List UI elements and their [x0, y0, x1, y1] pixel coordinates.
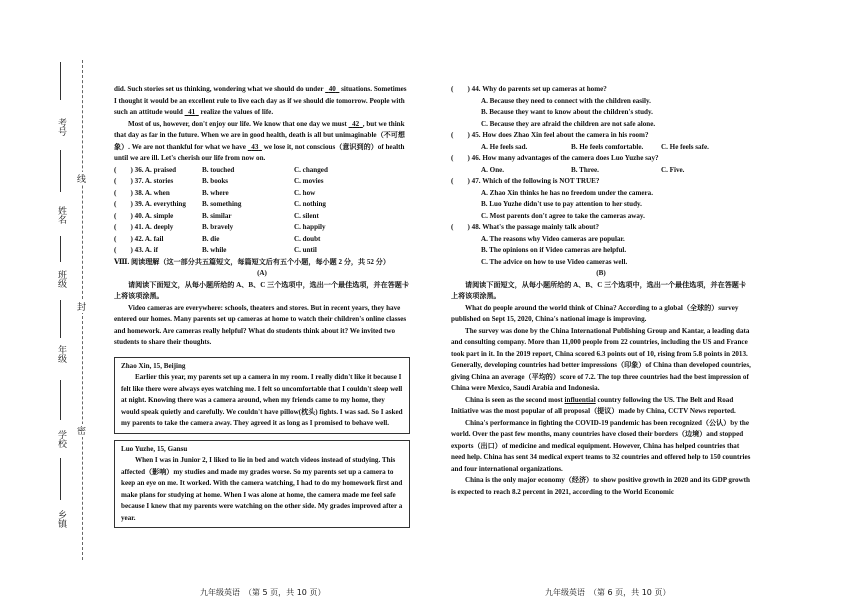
cloze-paragraph-1: did. Such stories set us thinking, wondering what we should do under 40 situations. Sometimes I thought it would be an excellent rule to live each day as if we should die tomorrow. People with such an attitude would 41 realize the values of life.: [114, 85, 407, 116]
exam-no-line: [60, 62, 61, 100]
label-exam-number: 考号: [56, 118, 66, 136]
page-6-footer: 九年级英语 （第 6 页，共 10 页）: [545, 588, 671, 597]
luo-yuzhe-box: [114, 440, 410, 529]
underlined-word: influential: [564, 395, 596, 404]
blank-41: 41: [188, 108, 196, 116]
label-town: 乡镇: [56, 510, 66, 528]
option-row: ( ) 42. A. fail B. die C. doubt: [114, 234, 321, 243]
choice-row: A. One. B. Three. C. Five.: [481, 165, 685, 174]
question-45: ( ) 45. How does Zhao Xin feel about the camera in his room?: [451, 131, 649, 139]
question-44: ( ) 44. Why do parents set up cameras at home?: [451, 85, 607, 93]
cloze-paragraph-2: Most of us, however, don't enjoy our life. We know that one day we must 42 , but we think that day as far in the future. When we are in good health, death is all but unimaginable（不可想象）. We are not thankful for what we have 43 we lose it, not conscious（意识到的）of health until we are ill. Let's cherish our life from now on.: [114, 119, 405, 162]
part-b-title: (B): [596, 269, 606, 277]
page-6-column: [451, 84, 751, 498]
passage-b-paragraph: The survey was done by the China International Publishing Group and Kantar, a leading data and consulting company. More than 11,000 people from 22 countries, including the US and France took part in it. In the 2019 report, China scored 6.3 points out of 10, rising from 5.8 points in 2013. Generally, developing countries had better impressions（印象）of China than developed countries, giving China an average（平均的）score of 7.2. The top three countries had the best impression of China were Mexico, Saudi Arabia and Indonesia.: [451, 326, 751, 392]
question-46: ( ) 46. How many advantages of the camera does Luo Yuzhe say?: [451, 154, 659, 162]
box-text: When I was in Junior 2, I liked to lie in bed and watch videos instead of studying. This affected（影响）my studies and made my grades worse. So my parents set up a camera to keep an eye on me. It worked. With the camera watching, I had to do my homework first and make plans for studying at home. When I was alone at home, the camera made me feel safe because I knew that my parents were watching on the other side. My grades improved after a year.: [121, 456, 403, 522]
option-row: ( ) 37. A. stories B. books C. movies: [114, 177, 324, 185]
grade-line: [60, 300, 61, 338]
label-school: 学校: [56, 430, 66, 448]
choice: C. Because they are afraid the children are not safe alone.: [481, 119, 656, 128]
instructions-a: 请阅读下面短文，从每小题所给的 A、B、C 三个选项中，选出一个最佳选项，并在答题卡上将该项涂黑。: [114, 280, 409, 300]
option-row: ( ) 39. A. everything B. something C. nothing: [114, 200, 326, 208]
choice: C. Most parents don't agree to take the cameras away.: [481, 211, 645, 220]
choice: B. Luo Yuzhe didn't use to pay attention to her study.: [481, 200, 642, 208]
option-row: ( ) 41. A. deeply B. bravely C. happily: [114, 223, 326, 231]
page-5-footer: 九年级英语 （第 5 页，共 10 页）: [200, 588, 326, 597]
seal-char-line: 线: [77, 172, 86, 185]
choice-row: A. He feels sad. B. He feels comfortable. C. He feels safe.: [481, 142, 709, 151]
choice: A. Zhao Xin thinks he has no freedom under the camera.: [481, 188, 653, 197]
passage-a-intro: Video cameras are everywhere: schools, theaters and stores. But in recent years, they have entered our homes. Many parents set up cameras at home to watch their children's online classes and homework. Are cameras really helpful? What do students think about it? We invited two students to share their thoughts.: [114, 303, 407, 346]
town-line: [60, 458, 61, 500]
option-row: ( ) 36. A. praised B. touched C. changed: [114, 165, 328, 174]
seal-char-close: 密: [77, 424, 86, 437]
question-48: ( ) 48. What's the passage mainly talk about?: [451, 223, 600, 231]
cloze-options: [114, 165, 410, 257]
option-row: ( ) 38. A. when B. where C. how: [114, 188, 316, 197]
page-5-column: [114, 84, 410, 533]
blank-43: 43: [251, 142, 259, 151]
choice: B. The opinions on if Video cameras are helpful.: [481, 246, 627, 254]
choice: A. The reasons why Video cameras are popular.: [481, 234, 625, 243]
option-row: ( ) 40. A. simple B. similar C. silent: [114, 211, 319, 220]
part-a-title: (A): [257, 269, 267, 277]
option-row: ( ) 43. A. if B. while C. until: [114, 246, 317, 254]
question-47: ( ) 47. Which of the following is NOT TRUE?: [451, 177, 600, 185]
label-name: 姓名: [56, 206, 66, 224]
school-line: [60, 380, 61, 420]
label-class: 班级: [56, 270, 66, 288]
instructions-b: 请阅读下面短文，从每小题所给的 A、B、C 三个选项中，选出一个最佳选项，并在答题卡上将该项涂黑。: [451, 280, 746, 300]
blank-40: 40: [328, 85, 336, 93]
seal-char-seal: 封: [77, 300, 86, 313]
passage-b-paragraph: China's performance in fighting the COVID-19 pandemic has been recognized（公认）by the world. Over the past few months, many countries have closed their borders（边境）and stopped exports（出口）of medicine and medical equipment. However, China has helped countries that need help. China has sent 34 medical expert teams to 32 countries and offered help to 150 countries and four international organizations.: [451, 418, 751, 473]
passage-b-paragraph: China is the only major economy（经济）to show positive growth in 2020 and its GDP growth is expected to reach 8.2 percent in 2021, according to the World Economic: [451, 476, 750, 496]
box-author: Zhao Xin, 15, Beijing: [121, 361, 186, 370]
zhao-xin-box: [114, 357, 410, 434]
binding-margin: [0, 0, 95, 607]
box-text: Earlier this year, my parents set up a camera in my room. I really didn't like it because I felt like there were always eyes watching me. I felt so uncomfortable that I couldn't sleep well at night. Knowing there was a camera around, when my friends came to my home, they would speak quietly and carefully. We couldn't have pillow(枕头) fights. I was sad. So I asked my parents to take the camera away. They agreed it as long as I promised to behave well.: [121, 373, 403, 427]
name-line: [60, 150, 61, 192]
choice: B. Because they want to know about the children's study.: [481, 108, 653, 116]
passage-b-paragraph: What do people around the world think of China? According to a global（全球的）survey published on Sept 15, 2020, China's national image is improving.: [451, 303, 739, 323]
choice: C. The advice on how to use Video cameras well.: [481, 257, 628, 266]
passage-b-paragraph: China is seen as the second most influential country following the US. The Belt and Road Initiative was the most popular of all proposal（提议）made by China, CCTV News reported.: [451, 395, 736, 415]
box-author: Luo Yuzhe, 15, Gansu: [121, 444, 188, 453]
label-grade: 年级: [56, 345, 66, 363]
class-line: [60, 236, 61, 262]
choice: A. Because they need to connect with the children easily.: [481, 96, 651, 105]
blank-42: 42: [352, 119, 360, 128]
section-heading: Ⅷ. 阅读理解（这一部分共五篇短文，每篇短文后有五个小题，每小题 2 分，共 52 分）: [114, 257, 390, 266]
